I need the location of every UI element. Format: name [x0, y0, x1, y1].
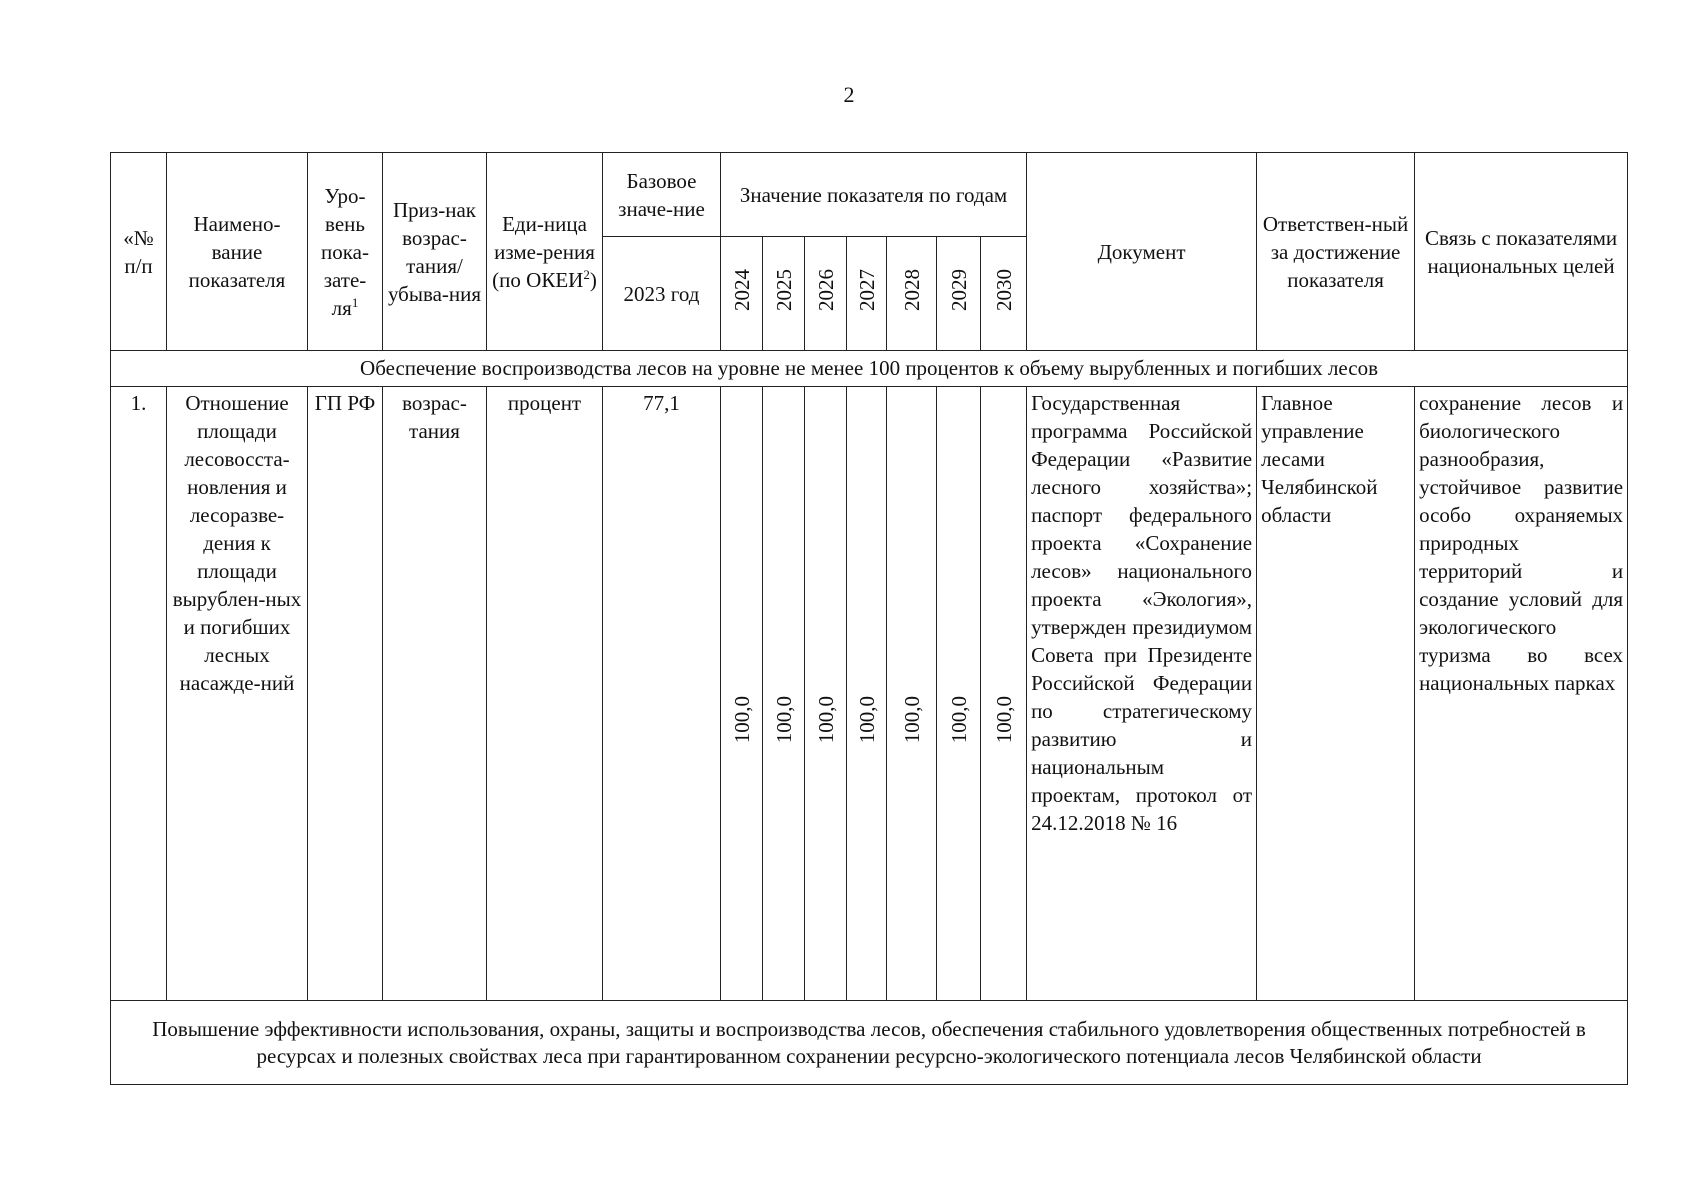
header-year: 2028	[887, 237, 937, 351]
footnote-2: 2	[583, 266, 590, 282]
row-year-value: 100,0	[805, 387, 847, 1001]
header-year: 2026	[805, 237, 847, 351]
row-year-value: 100,0	[847, 387, 887, 1001]
row-year-value: 100,0	[937, 387, 981, 1001]
header-document: Документ	[1027, 153, 1257, 351]
header-num: «№ п/п	[111, 153, 167, 351]
header-year: 2024	[721, 237, 763, 351]
header-name: Наимено-вание показателя	[167, 153, 308, 351]
row-document: Государственная программа Российской Федерации «Развитие лесного хозяйства»; паспорт федерального проекта «Сохранение лесов» национального проекта «Экология», утвержден президиумом Совета при Президенте Российской Федерации по стратегическому развитию и национальным проектам, протокол от 24.12.2018 № 16	[1027, 387, 1257, 1001]
section-title: Обеспечение воспроизводства лесов на уровне не менее 100 процентов к объему вырубленных и погибших лесов	[111, 351, 1628, 387]
section-row-2	[111, 1001, 1628, 1085]
header-row-top	[111, 153, 1628, 237]
header-values-by-years: Значение показателя по годам	[721, 153, 1027, 237]
header-year: 2029	[937, 237, 981, 351]
header-base-value: Базовое значе-ние	[603, 153, 721, 237]
row-national-goals: сохранение лесов и биологического разнообразия, устойчивое развитие особо охраняемых природных территорий и создание условий для экологического туризма во всех национальных парках	[1415, 387, 1628, 1001]
page-number: 2	[843, 82, 855, 107]
header-unit: Еди-ница изме-рения (по ОКЕИ$^2$)	[487, 153, 603, 351]
row-level: ГП РФ	[308, 387, 383, 1001]
section-title: Повышение эффективности использования, охраны, защиты и воспроизводства лесов, обеспечения стабильного удовлетворения общественных потребностей в ресурсах и полезных свойствах леса при гарантированном сохранении ресурсно-экологического потенциала лесов Челябинской области	[111, 1001, 1628, 1085]
footnote-1: 1	[351, 294, 359, 310]
header-base-year: 2023 год	[603, 237, 721, 351]
row-unit: процент	[487, 387, 603, 1001]
row-indicator-name: Отношение площади лесовосста-новления и лесоразве-дения к площади вырублен-ных и погибших лесных насажде-ний	[167, 387, 308, 1001]
table-row	[111, 387, 1628, 1001]
header-year: 2025	[763, 237, 805, 351]
header-year: 2030	[981, 237, 1027, 351]
row-year-value: 100,0	[981, 387, 1027, 1001]
row-sign: возрас-тания	[383, 387, 487, 1001]
row-year-value: 100,0	[721, 387, 763, 1001]
header-year: 2027	[847, 237, 887, 351]
header-national-goals: Связь с показателями национальных целей	[1415, 153, 1628, 351]
row-base-value: 77,1	[603, 387, 721, 1001]
header-responsible: Ответствен-ный за достижение показателя	[1257, 153, 1415, 351]
section-row-1	[111, 351, 1628, 387]
header-sign: Приз-нак возрас-тания/ убыва-ния	[383, 153, 487, 351]
row-year-value: 100,0	[763, 387, 805, 1001]
row-responsible: Главное управление лесами Челябинской области	[1257, 387, 1415, 1001]
row-year-value: 100,0	[887, 387, 937, 1001]
header-level: Уро-вень пока-$зате-ля^1$	[308, 153, 383, 351]
row-num: 1.	[111, 387, 167, 1001]
indicators-table	[110, 152, 1628, 1085]
